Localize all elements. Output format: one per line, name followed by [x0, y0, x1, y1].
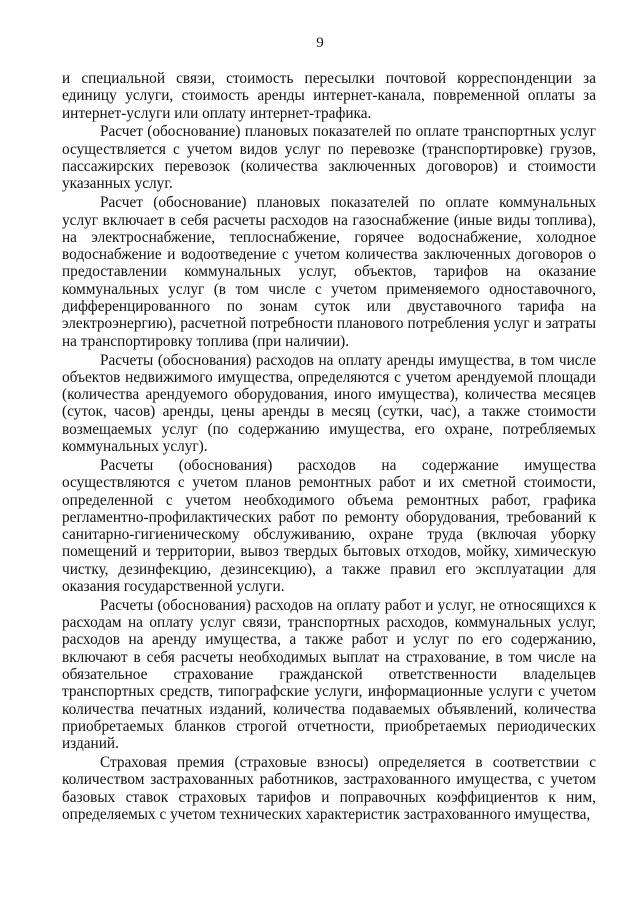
- paragraph-7: Страховая премия (страховые взносы) определяется в соответствии с количеством застрахованных работников, застрахованного имущества, с учетом базовых ставок страховых тарифов и поправочных коэффициентов к ним, определяемых с учетом технических характеристик застрахованного имущества,: [62, 754, 596, 824]
- paragraph-1: и специальной связи, стоимость пересылки почтовой корреспонденции за единицу услуги, стоимость аренды интернет-канала, повременной оплаты за интернет-услуги или оплату интернет-трафика.: [62, 70, 596, 122]
- paragraph-5: Расчеты (обоснования) расходов на содержание имущества осуществляются с учетом планов ремонтных работ и их сметной стоимости, определенной с учетом необходимого объема ремонтных работ, графика регламентно-профилактических работ по ремонту оборудования, требований к санитарно-гигиеническому обслуживанию, охране труда (включая уборку помещений и территории, вывоз твердых бытовых отходов, мойку, химическую чистку, дезинфекцию, дезинсекцию), а также правил его эксплуатации для оказания государственной услуги.: [62, 456, 596, 595]
- document-body: [62, 70, 596, 825]
- page-number: 9: [316, 35, 324, 51]
- paragraph-3: Расчет (обоснование) плановых показателей по оплате коммунальных услуг включает в себя расчеты расходов на газоснабжение (иные виды топлива), на электроснабжение, теплоснабжение, горячее водоснабжение, холодное водоснабжение и водоотведение с учетом количества заключенных договоров о предоставлении коммунальных услуг, объектов, тарифов на оказание коммунальных услуг (в том числе с учетом применяемого одноставочного, дифференцированного по зонам суток или двуставочного тарифа на электроэнергию), расчетной потребности планового потребления услуг и затраты на транспортировку топлива (при наличии).: [62, 194, 596, 350]
- paragraph-2: Расчет (обоснование) плановых показателей по оплате транспортных услуг осуществляется с учетом видов услуг по перевозке (транспортировке) грузов, пассажирских перевозок (количества заключенных договоров) и стоимости указанных услуг.: [62, 123, 596, 193]
- paragraph-6: Расчеты (обоснования) расходов на оплату работ и услуг, не относящихся к расходам на оплату услуг связи, транспортных расходов, коммунальных услуг, расходов на аренду имущества, а также работ и услуг по его содержанию, включают в себя расчеты необходимых выплат на страхование, в том числе на обязательное страхование гражданской ответственности владельцев транспортных средств, типографские услуги, информационные услуги с учетом количества печатных изданий, количества подаваемых объявлений, количества приобретаемых бланков строгой отчетности, приобретаемых периодических изданий.: [62, 596, 596, 753]
- paragraph-4: Расчеты (обоснования) расходов на оплату аренды имущества, в том числе объектов недвижимого имущества, определяются с учетом арендуемой площади (количества арендуемого оборудования, иного имущества), количества месяцев (суток, часов) аренды, цены аренды в месяц (сутки, час), а также стоимости возмещаемых услуг (по содержанию имущества, его охране, потребляемых коммунальных услуг).: [62, 351, 596, 456]
